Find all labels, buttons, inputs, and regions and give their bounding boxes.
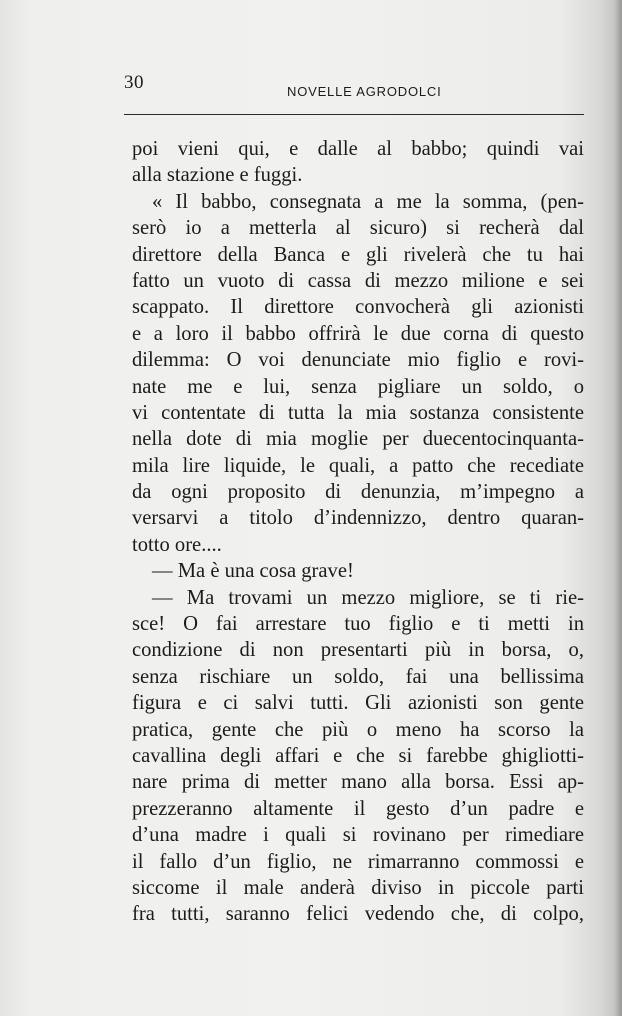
text-line: nare prima di metter mano alla borsa. Essi ap- [132,771,584,794]
text-line: — Ma è una cosa grave! [152,560,354,583]
text-line: scappato. Il direttore convocherà gli azionisti [132,296,584,319]
header-rule [124,114,584,115]
text-line: il fallo d’un figlio, ne rimarranno commossi e [132,850,584,873]
text-line: senza rischiare un soldo, fai una bellissima [132,665,584,688]
text-line: dilemma: O voi denunciate mio figlio e rovi- [132,349,584,372]
text-line: totto ore.... [132,533,222,556]
text-line: « Il babbo, consegnata a me la somma, (pen- [152,190,584,213]
text-line: nella dote di mia moglie per duecentocinquanta- [132,428,584,451]
page-edge-shadow [614,0,622,1016]
text-line: siccome il male anderà diviso in piccole parti [132,876,584,899]
text-line: figura e ci salvi tutti. Gli azionisti son gente [132,692,584,715]
text-line: da ogni proposito di denunzia, m’impegno a [132,481,584,504]
text-line: sce! O fai arrestare tuo figlio e ti metti in [132,613,584,636]
text-line: vi contentate di tutta la mia sostanza consistente [132,401,584,424]
text-line: condizione di non presentarti più in borsa, o, [132,639,584,662]
text-line: d’una madre i quali si rovinano per rimediare [132,824,584,847]
text-line: poi vieni qui, e dalle al babbo; quindi vai [132,138,584,160]
text-line: — Ma trovami un mezzo migliore, se ti rie- [152,586,584,609]
text-line: nate me e lui, senza pigliare un soldo, o [132,375,584,398]
text-line: cavallina degli affari e che si farebbe ghigliotti- [132,744,584,767]
page-number: 30 [124,72,144,93]
text-line: versarvi a titolo d’indennizzo, dentro quaran- [132,507,584,530]
text-line: direttore della Banca e gli rivelerà che tu hai [132,243,584,266]
text-line: mila lire liquide, le quali, a patto che recediate [132,454,584,477]
running-title: NOVELLE AGRODOLCI [287,84,442,99]
text-line: prezzeranno altamente il gesto d’un padre e [132,797,584,820]
text-line: e a loro il babbo offrirà le due corna di questo [132,322,584,345]
text-line: fra tutti, saranno felici vedendo che, di colpo, [132,903,584,926]
text-line: pratica, gente che più o meno ha scorso la [132,718,584,741]
text-line: fatto un vuoto di cassa di mezzo milione e sei [132,269,584,292]
text-line: alla stazione e fuggi. [132,164,303,187]
body-text [132,136,584,928]
text-line: serò io a metterla al sicuro) si recherà dal [132,217,584,240]
